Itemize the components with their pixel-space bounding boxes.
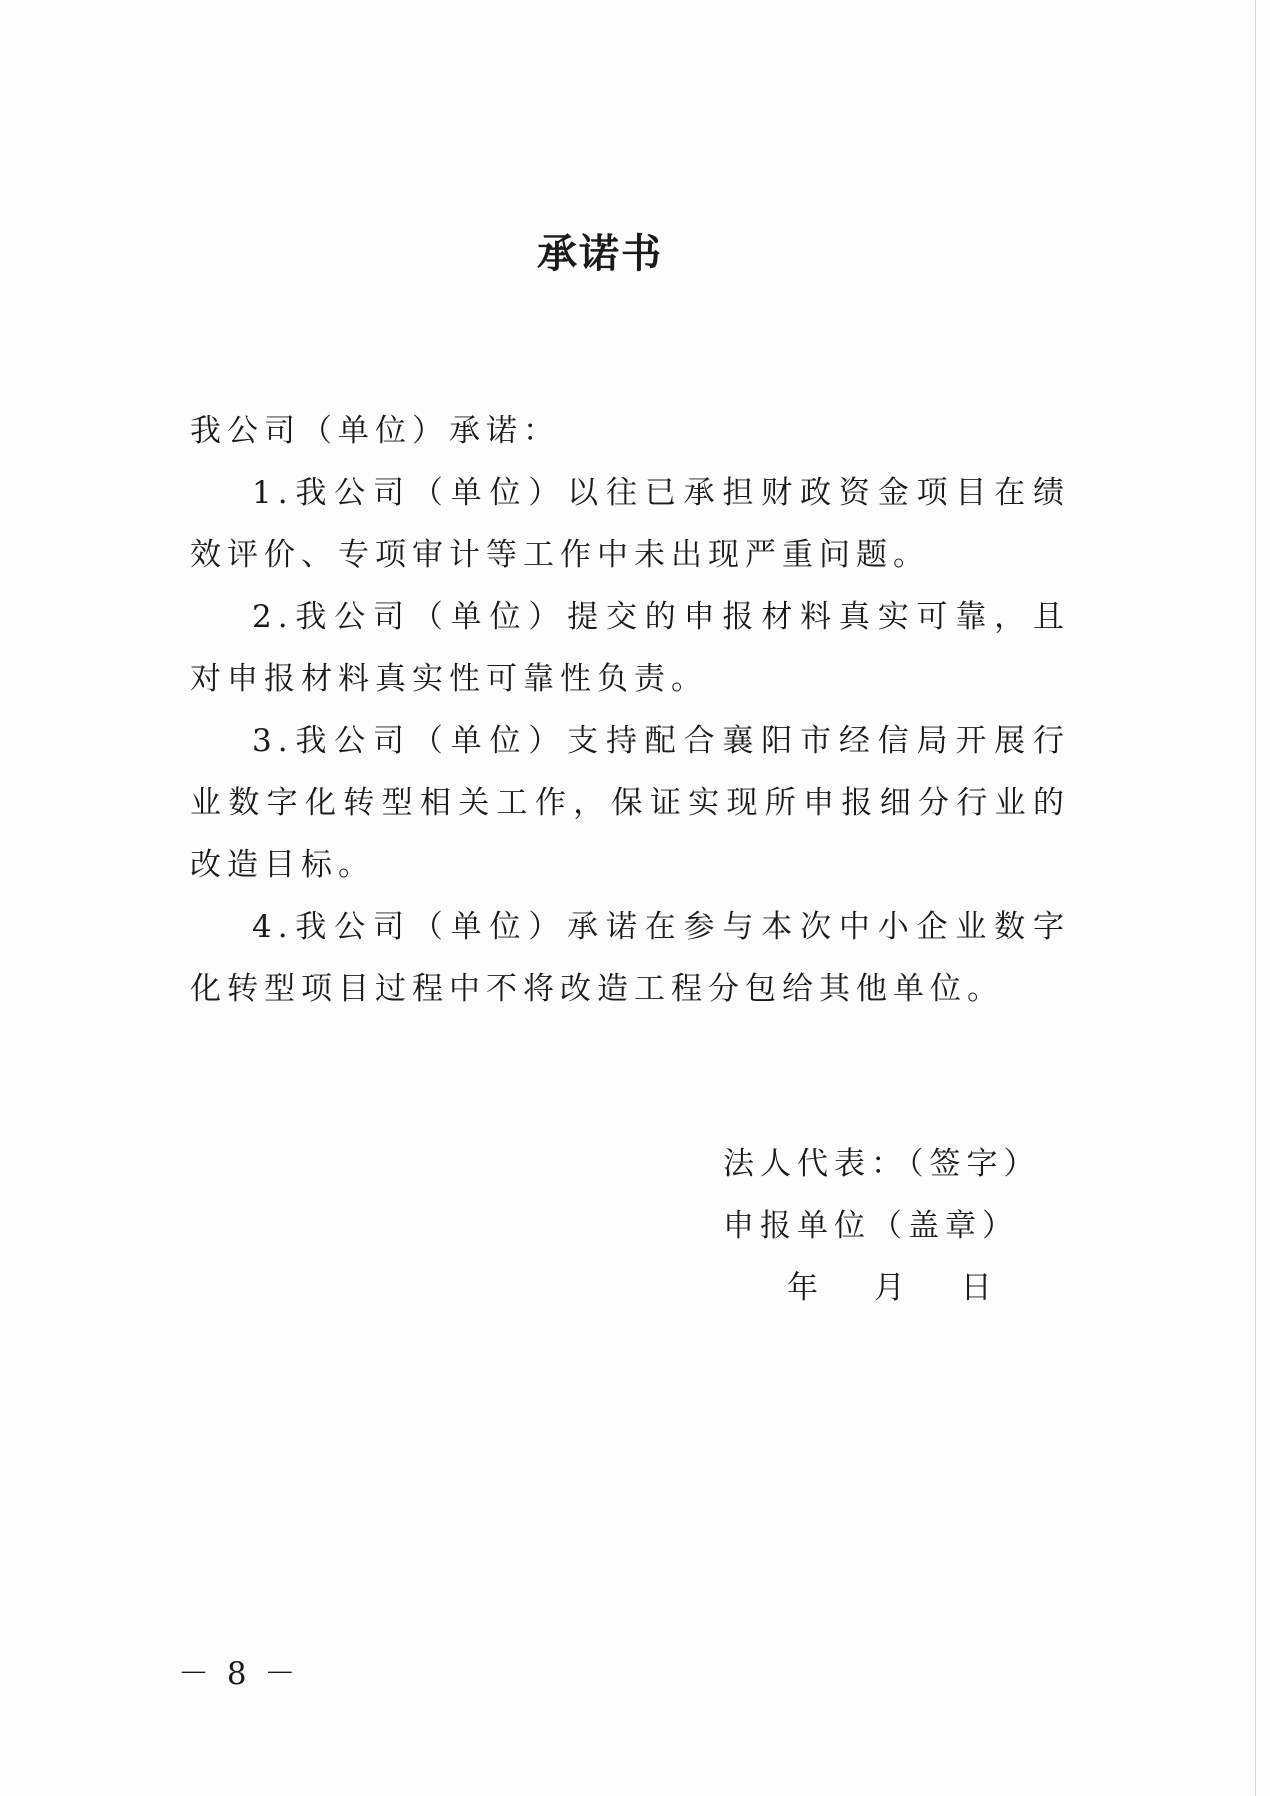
intro-line [190, 400, 1070, 462]
commitment-item-4: 4.我公司（单位）承诺在参与本次中小企业数字化转型项目过程中不将改造工程分包给其他单位。 [190, 909, 1070, 1007]
date-year: 年 [787, 1270, 824, 1306]
commitment-list [190, 462, 1070, 1020]
applicant-unit-line: 申报单位（盖章） [723, 1208, 1019, 1244]
commitment-item-1: 1.我公司（单位）以往已承担财政资金项目在绩效评价、专项审计等工作中未出现严重问题。 [190, 475, 1070, 573]
intro-text: 我公司（单位）承诺： [190, 413, 560, 449]
commitment-item-3: 3.我公司（单位）支持配合襄阳市经信局开展行业数字化转型相关工作，保证实现所申报细分行业的改造目标。 [190, 723, 1070, 883]
signature-block [723, 1133, 1041, 1319]
legal-representative-line: 法人代表：（签字） [723, 1146, 1041, 1182]
date-month: 月 [873, 1270, 911, 1306]
page-number: － 8 － [178, 1656, 300, 1692]
document-title: 承诺书 [537, 231, 663, 277]
page-edge-line [1255, 0, 1256, 1796]
date-line [723, 1257, 1041, 1319]
commitment-item-2: 2.我公司（单位）提交的申报材料真实可靠，且对申报材料真实性可靠性负责。 [190, 599, 1070, 697]
date-day: 日 [960, 1270, 998, 1306]
